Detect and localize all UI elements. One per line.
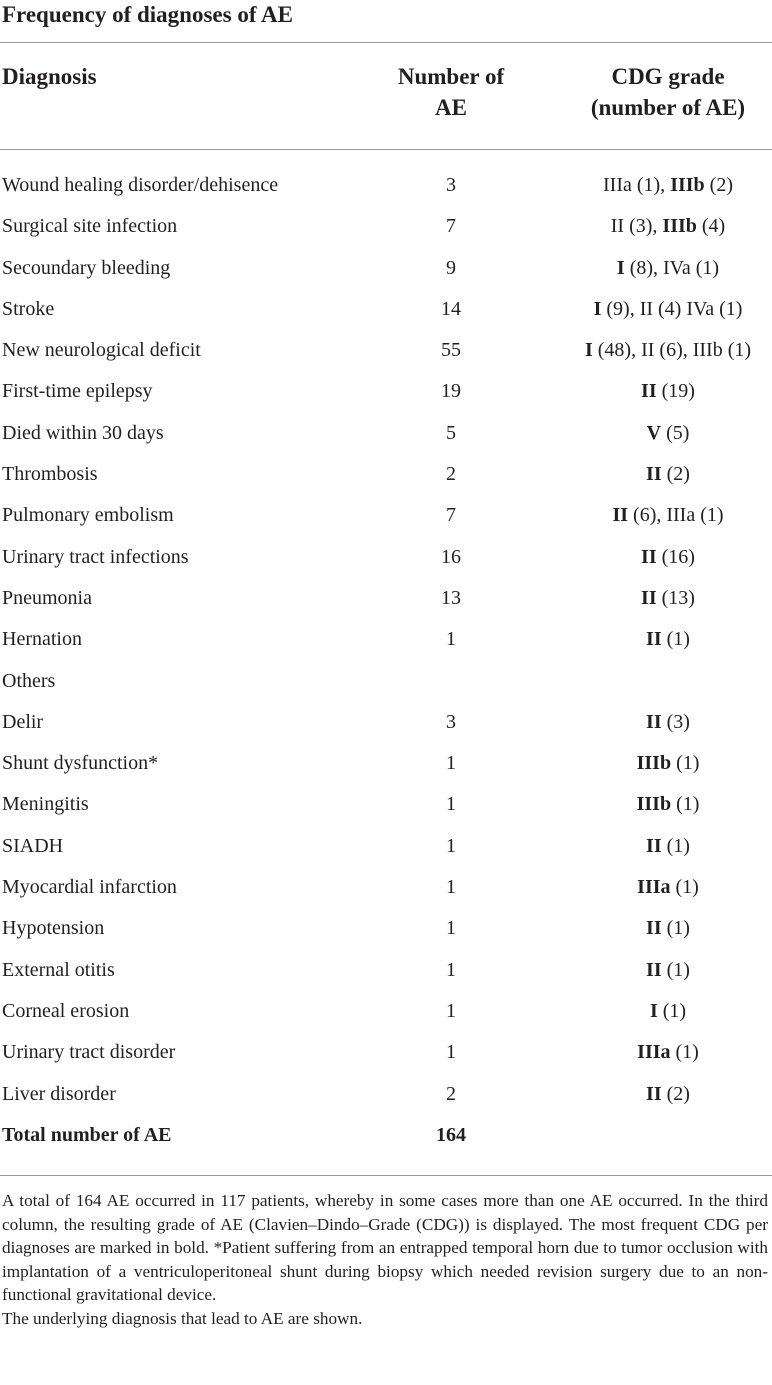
cdg-bold-grade: II: [646, 917, 662, 940]
table-row: [0, 454, 772, 495]
cdg-bold-grade: IIIb: [662, 215, 697, 238]
cdg-text: (1): [661, 958, 690, 981]
cell-cdg-grade: [562, 206, 772, 247]
cell-number: 16: [441, 545, 461, 568]
cell-number: 1: [446, 958, 456, 981]
cdg-text: (3): [661, 710, 690, 733]
header-cdg-line2: (number of AE): [590, 95, 746, 120]
footnote-text-2: The underlying diagnosis that lead to AE are shown.: [2, 1308, 363, 1328]
cell-diagnosis: First-time epilepsy: [2, 380, 153, 403]
table-footnotes: [2, 1189, 768, 1331]
cdg-bold-grade: II: [646, 834, 662, 857]
cdg-bold-grade: II: [646, 463, 662, 486]
cdg-text: (1): [661, 917, 690, 940]
cell-number: 2: [446, 1082, 456, 1105]
cell-cdg-grade: [562, 289, 772, 330]
cell-diagnosis: Secoundary bleeding: [2, 256, 171, 279]
table-row: [0, 1032, 772, 1073]
cdg-bold-grade: V: [646, 421, 662, 444]
cell-diagnosis: Wound healing disorder/dehisence: [2, 174, 279, 196]
cell-cdg-grade: [562, 1032, 772, 1073]
cdg-bold-grade: IIIb: [670, 174, 705, 196]
table-body: [0, 165, 772, 1156]
header-diagnosis: Diagnosis: [2, 64, 97, 89]
cell-number: 55: [441, 339, 461, 362]
cell-number: 5: [446, 421, 456, 444]
cdg-text: (2): [704, 174, 733, 196]
cell-cdg-grade: [562, 908, 772, 949]
header-rule: [0, 149, 772, 150]
cdg-text: (1): [671, 793, 700, 816]
cell-diagnosis: External otitis: [2, 958, 115, 981]
cdg-text: (9), II (4) IVa (1): [601, 297, 743, 320]
table-row: [0, 743, 772, 784]
cell-number: 1: [446, 834, 456, 857]
cell-cdg-grade: [562, 330, 772, 371]
cdg-text: IIIa (1),: [603, 174, 671, 196]
header-cdg-grade: [562, 61, 772, 123]
header-number-of-ae: [352, 61, 550, 123]
cell-number: 1: [446, 917, 456, 940]
cdg-bold-grade: I: [593, 297, 602, 320]
cell-cdg-grade: [562, 991, 772, 1032]
cdg-text: (19): [656, 380, 695, 403]
cell-number: 1: [446, 628, 456, 651]
cdg-bold-grade: II: [646, 1082, 662, 1105]
cdg-text: (1): [671, 752, 700, 775]
cdg-text: (2): [661, 1082, 690, 1105]
cell-number: 1: [446, 999, 456, 1022]
cdg-bold-grade: II: [646, 958, 662, 981]
top-rule: [0, 42, 772, 43]
table-title: Frequency of diagnoses of AE: [2, 2, 293, 27]
cell-number: 3: [446, 174, 456, 196]
cell-number: 13: [441, 586, 461, 609]
cell-cdg-grade: [562, 950, 772, 991]
cdg-text: II (3),: [610, 215, 663, 238]
header-number-line1: Number of: [397, 64, 505, 89]
cell-diagnosis: Thrombosis: [2, 463, 98, 486]
cell-diagnosis: Delir: [2, 710, 44, 733]
cell-diagnosis: SIADH: [2, 834, 64, 857]
table-row: [0, 206, 772, 247]
cell-diagnosis: Pneumonia: [2, 586, 92, 609]
table-row: [0, 826, 772, 867]
cdg-text: (2): [661, 463, 690, 486]
table-row: [0, 578, 772, 619]
cell-diagnosis: Urinary tract disorder: [2, 1041, 176, 1064]
cell-number: 2: [446, 463, 456, 486]
table-row: [0, 702, 772, 743]
table-row: [0, 248, 772, 289]
cell-number: 1: [446, 1041, 456, 1064]
table-row: [0, 537, 772, 578]
footer-rule: [0, 1175, 772, 1176]
total-label: Total number of AE: [2, 1123, 172, 1146]
cdg-text: (48), II (6), IIIb (1): [592, 339, 752, 362]
cdg-text: (16): [656, 545, 695, 568]
cell-diagnosis: Meningitis: [2, 793, 89, 816]
header-cdg-line1: CDG grade: [611, 64, 725, 89]
cell-diagnosis: Others: [2, 669, 56, 692]
cell-diagnosis: Surgical site infection: [2, 215, 178, 238]
cell-cdg-grade: [562, 495, 772, 536]
cell-number: 1: [446, 876, 456, 899]
cdg-text: (1): [661, 834, 690, 857]
table-row: [0, 165, 772, 206]
cdg-bold-grade: II: [641, 545, 657, 568]
cell-diagnosis: Hernation: [2, 628, 82, 651]
cdg-text: (4): [696, 215, 726, 238]
cdg-text: (1): [670, 1041, 699, 1064]
cell-number: 1: [446, 793, 456, 816]
cdg-bold-grade: IIIa: [637, 1041, 671, 1064]
cell-diagnosis: Liver disorder: [2, 1082, 116, 1105]
cell-diagnosis: Stroke: [2, 297, 55, 320]
cell-cdg-grade: [562, 371, 772, 412]
table-row: [0, 495, 772, 536]
cell-cdg-grade: [562, 1074, 772, 1115]
cell-number: 3: [446, 710, 456, 733]
cell-cdg-grade: [562, 165, 772, 206]
cell-number: 1: [446, 752, 456, 775]
cell-number: 7: [446, 504, 456, 527]
table-row: [0, 371, 772, 412]
table-row: [0, 413, 772, 454]
cell-cdg-grade: [562, 578, 772, 619]
header-number-line2: AE: [435, 95, 467, 120]
cell-diagnosis: Corneal erosion: [2, 999, 130, 1022]
cdg-bold-grade: IIIb: [636, 752, 672, 775]
table-row: [0, 784, 772, 825]
cell-cdg-grade: [562, 537, 772, 578]
table-row: [0, 867, 772, 908]
cell-cdg-grade: [562, 454, 772, 495]
footnote-text: A total of 164 AE occurred in 117 patients, whereby in some cases more than one AE occurred. In the third column, the resulting grade of AE (Clavien–Dindo–Grade (CDG)) is displayed. The most frequent CDG per diagnoses are marked in bold. *Patient suffering from an entrapped temporal horn due to tumor occlusion with implantation of a ventriculoperitoneal shunt during biopsy which needed revision surgery due to an non-functional gravitational device.: [2, 1191, 768, 1305]
cdg-bold-grade: IIIb: [636, 793, 672, 816]
cell-diagnosis: Urinary tract infections: [2, 545, 189, 568]
cdg-bold-grade: I: [584, 339, 593, 362]
cell-cdg-grade: [562, 867, 772, 908]
cell-number: 19: [441, 380, 461, 403]
cell-diagnosis: Shunt dysfunction*: [2, 752, 159, 775]
cell-number: 9: [446, 256, 456, 279]
cdg-text: (6), IIIa (1): [628, 504, 724, 527]
cdg-bold-grade: II: [646, 628, 662, 651]
cell-cdg-grade: [562, 784, 772, 825]
table-row: [0, 289, 772, 330]
table-row: [0, 1074, 772, 1115]
cell-number: 7: [446, 215, 456, 238]
cell-cdg-grade: [562, 826, 772, 867]
cdg-text: (5): [661, 421, 690, 444]
cdg-bold-grade: IIIa: [637, 876, 671, 899]
cell-diagnosis: New neurological deficit: [2, 339, 201, 362]
cdg-text: (8), IVa (1): [624, 256, 720, 279]
cell-cdg-grade: [562, 619, 772, 660]
table-row: [0, 908, 772, 949]
cell-diagnosis: Pulmonary embolism: [2, 504, 174, 527]
cdg-bold-grade: I: [616, 256, 625, 279]
cell-diagnosis: Myocardial infarction: [2, 876, 177, 899]
cdg-bold-grade: II: [612, 504, 629, 527]
cell-diagnosis: Died within 30 days: [2, 421, 164, 444]
cdg-bold-grade: II: [641, 380, 657, 403]
cell-number: 14: [441, 297, 461, 320]
cdg-text: (1): [670, 876, 699, 899]
cell-cdg-grade: [562, 743, 772, 784]
cell-cdg-grade: [562, 248, 772, 289]
cdg-bold-grade: I: [649, 999, 658, 1022]
cdg-bold-grade: II: [641, 586, 657, 609]
table-row: [0, 661, 772, 702]
table-row: [0, 330, 772, 371]
total-number: 164: [436, 1123, 466, 1146]
table-row: [0, 619, 772, 660]
cell-cdg-grade: [562, 413, 772, 454]
cdg-text: (13): [656, 586, 695, 609]
total-row: [0, 1115, 772, 1156]
cdg-bold-grade: II: [646, 710, 662, 733]
table-row: [0, 950, 772, 991]
cell-diagnosis: Hypotension: [2, 917, 105, 940]
cdg-text: (1): [661, 628, 690, 651]
table-row: [0, 991, 772, 1032]
cdg-text: (1): [657, 999, 687, 1022]
cell-cdg-grade: [562, 702, 772, 743]
